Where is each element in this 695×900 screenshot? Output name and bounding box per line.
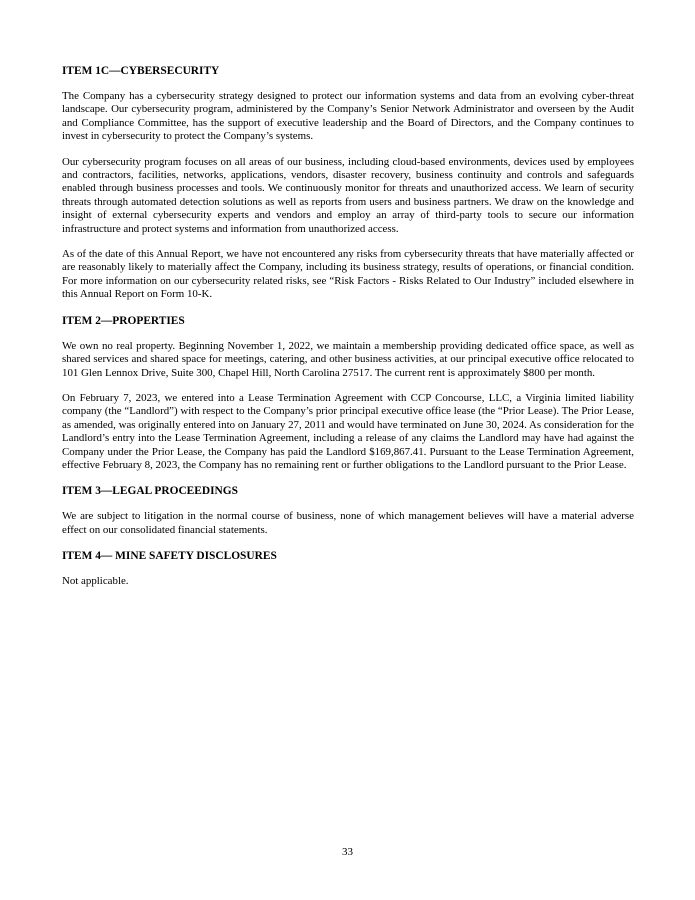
paragraph: Our cybersecurity program focuses on all areas of our business, including cloud-based environments, devices used by employees and contractors, facilities, networks, applications, vendors, disaster recovery, business continuity and controls and safeguards enabled through business processes and tools. We continuously monitor for threats and unauthorized access. We learn of security threats through automated detection solutions as well as reports from users and business partners. We draw on the knowledge and insight of external cybersecurity experts and vendors and employ an array of third-party tools to secure our information infrastructure and protect systems and information from unauthorized access. — [62, 155, 634, 235]
paragraph: As of the date of this Annual Report, we have not encountered any risks from cybersecurity threats that have materially affected or are reasonably likely to materially affect the Company, including its business strategy, results of operations, or financial condition. For more information on our cybersecurity related risks, see “Risk Factors - Risks Related to Our Industry” included elsewhere in this Annual Report on Form 10-K. — [62, 248, 634, 301]
page-number: 33 — [342, 846, 353, 858]
paragraph: Not applicable. — [62, 575, 129, 588]
paragraph: The Company has a cybersecurity strategy designed to protect our information systems and data from an evolving cyber-threat landscape. Our cybersecurity program, administered by the Company’s Senior Network Administrator and overseen by the Audit and Compliance Committee, has the support of executive leadership and the Board of Directors, and the Company continues to invest in cybersecurity to protect the Company’s systems. — [62, 90, 634, 143]
paragraph: On February 7, 2023, we entered into a Lease Termination Agreement with CCP Concourse, LLC, a Virginia limited liability company (the “Landlord”) with respect to the Company’s prior principal executive office lease (the “Prior Lease). The Prior Lease, as amended, was originally entered into on January 27, 2011 and would have terminated on June 30, 2024. As consideration for the Landlord’s entry into the Lease Termination Agreement, including a release of any claims the Landlord may have had against the Company under the Prior Lease, the Company has paid the Landlord $169,867.41. Pursuant to the Lease Termination Agreement, effective February 8, 2023, the Company has no remaining rent or further obligations to the Landlord pursuant to the Prior Lease. — [62, 391, 634, 471]
section-heading-cybersecurity: ITEM 1C—CYBERSECURITY — [62, 65, 220, 77]
paragraph: We own no real property. Beginning November 1, 2022, we maintain a membership providing dedicated office space, as well as shared services and shared space for meetings, catering, and other business activities, at our principal executive office relocated to 101 Glen Lennox Drive, Suite 300, Chapel Hill, North Carolina 27517. The current rent is approximately $800 per month. — [62, 339, 634, 379]
section-heading-legal-proceedings: ITEM 3—LEGAL PROCEEDINGS — [62, 485, 238, 498]
section-heading-mine-safety: ITEM 4— MINE SAFETY DISCLOSURES — [62, 550, 277, 563]
document-body — [62, 64, 634, 601]
section-heading-properties: ITEM 2—PROPERTIES — [62, 314, 185, 327]
paragraph: We are subject to litigation in the normal course of business, none of which management believes will have a material adverse effect on our consolidated financial statements. — [62, 510, 634, 536]
